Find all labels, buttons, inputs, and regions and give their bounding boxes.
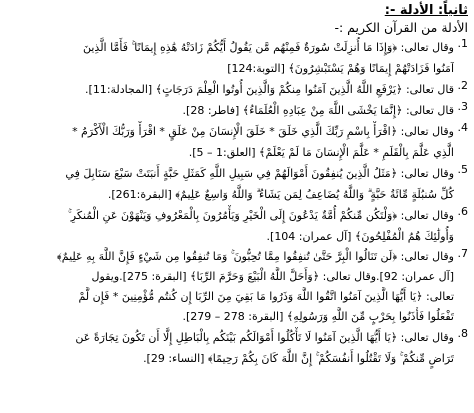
item-number: 8. <box>457 327 468 340</box>
item-text-line: كُلِّ سُنبُلَةٍ مِّائَةُ حَبَّةٍ ۗ وَاللَّهُ يُضَاعِفُ لِمَن يَشَاءُ ۗ وَاللَّهُ وَاسِعٌ عَلِيمٌ﴾ [البقرة:261]. <box>107 188 454 201</box>
item-number: 1. <box>457 37 468 50</box>
item-text-line: قال تعالى: ﴿إِنَّمَا يَخْشَى اللَّهَ مِنْ عِبَادِهِ الْعُلَمَاءُ﴾ [فاطر: 28]. <box>182 104 454 117</box>
item-text-line: وقال تعالى: ﴿وَإِذَا مَا أُنزِلَتْ سُورَةٌ فَمِنْهُم مَّن يَقُولُ أَيُّكُمْ زَادَتْهُ هَٰذِهِ إِيمَانًا ۚ فَأَمَّا الَّذِينَ <box>83 41 454 54</box>
item-text-line: تَفْعَلُوا فَأْذَنُوا بِحَرْبٍ مِّنَ اللَّهِ وَرَسُولِهِ﴾ [البقرة: 278 – 279]. <box>182 310 454 323</box>
item-text-line: وقال تعالى: ﴿يَا أَيُّهَا الَّذِينَ آمَنُوا لَا تَأْكُلُوا أَمْوَالَكُم بَيْنَكُم بِالْبَاطِلِ إِلَّا أَن تَكُونَ تِجَارَةً عَن <box>75 331 454 344</box>
item-text-line: وقال تعالى: ﴿مَثَلُ الَّذِينَ يُنفِقُونَ أَمْوَالَهُمْ فِي سَبِيلِ اللَّهِ كَمَثَلِ حَبَّةٍ أَنبَتَتْ سَبْعَ سَنَابِلَ فِي <box>65 167 454 180</box>
item-text-line: وقال تعالى: ﴿اقْرَأْ بِاسْمِ رَبِّكَ الَّذِي خَلَقَ * خَلَقَ الْإِنسَانَ مِنْ عَلَقٍ * اقْرَأْ وَرَبُّكَ الْأَكْرَمُ * <box>72 125 454 138</box>
item-number: 5. <box>457 163 468 176</box>
item-number: 6. <box>457 205 468 218</box>
section-heading-line <box>4 2 468 19</box>
item-text-line: وقال تعالى: ﴿لَن تَنَالُوا الْبِرَّ حَتَّىٰ تُنفِقُوا مِمَّا تُحِبُّونَ ۚ وَمَا تُنفِقُوا مِن شَيْءٍ فَإِنَّ اللَّهَ بِهِ عَلِيمٌ﴾ <box>56 250 454 263</box>
evidence-item <box>4 79 468 100</box>
evidence-item <box>4 37 468 79</box>
evidence-item <box>4 247 468 327</box>
item-number: 2. <box>457 79 468 92</box>
evidence-item <box>4 205 468 247</box>
item-number: 3. <box>457 100 468 113</box>
item-text-line: الَّذِي عَلَّمَ بِالْقَلَمِ * عَلَّمَ الْإِنسَانَ مَا لَمْ يَعْلَمْ﴾ [العلق:1 – 5]. <box>188 146 454 159</box>
item-text-line: تعالى: ﴿يَا أَيُّهَا الَّذِينَ آمَنُوا اتَّقُوا اللَّهَ وَذَرُوا مَا بَقِيَ مِنَ الرِّبَا إِن كُنتُم مُّؤْمِنِينَ * فَإِن لَّمْ <box>78 290 454 303</box>
evidence-item <box>4 163 468 205</box>
evidence-list <box>4 37 468 369</box>
subheading: الأدلة من القرآن الكريم :- <box>334 20 468 35</box>
item-text-line: [آل عمران: 92].وقال تعالى: ﴿وَأَحَلَّ اللَّهُ الْبَيْعَ وَحَرَّمَ الرِّبَا﴾ [البقرة: 275].ويقول <box>91 270 454 283</box>
evidence-item <box>4 327 468 369</box>
item-number: 7. <box>457 247 468 260</box>
item-text-line: وقال تعالى: ﴿وَلْتَكُن مِّنكُمْ أُمَّةٌ يَدْعُونَ إِلَى الْخَيْرِ وَيَأْمُرُونَ بِالْمَعْرُوفِ وَيَنْهَوْنَ عَنِ الْمُنكَرِ ۚ <box>68 209 454 222</box>
item-text-line: وَأُولَٰئِكَ هُمُ الْمُفْلِحُونَ﴾ [آل عمران: 104]. <box>266 230 454 243</box>
section-heading: ثانياً: الأدلة -: <box>384 3 468 18</box>
item-text-line: آمَنُوا فَزَادَتْهُمْ إِيمَانًا وَهُمْ يَسْتَبْشِرُونَ﴾ [التوبة:124] <box>227 62 454 75</box>
evidence-item <box>4 121 468 163</box>
item-text-line: تَرَاضٍ مِّنكُمْ ۚ وَلَا تَقْتُلُوا أَنفُسَكُمْ ۚ إِنَّ اللَّهَ كَانَ بِكُمْ رَحِيمًا﴾ [النساء: 29]. <box>143 352 454 365</box>
evidence-item <box>4 100 468 121</box>
item-number: 4. <box>457 121 468 134</box>
item-text-line: قال تعالى: ﴿يَرْفَعِ اللَّهُ الَّذِينَ آمَنُوا مِنكُمْ وَالَّذِينَ أُوتُوا الْعِلْمَ دَرَجَاتٍ﴾ [المجادلة:11]. <box>85 83 454 96</box>
